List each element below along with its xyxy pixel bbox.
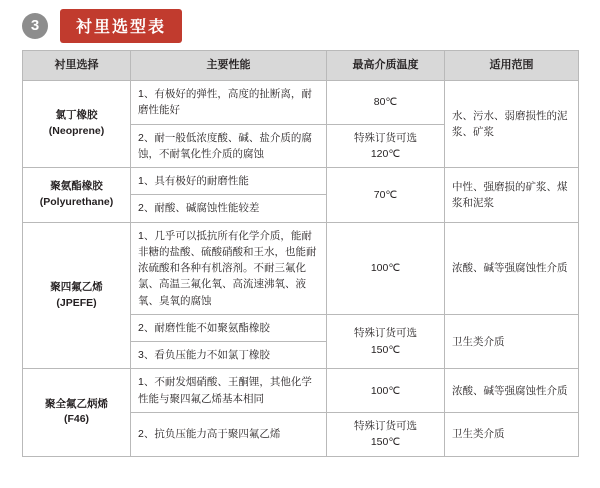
cell-max-temperature xyxy=(327,314,445,369)
temperature-line: 70℃ xyxy=(373,188,398,201)
temperature-line: 特殊订货可选 xyxy=(354,131,417,144)
table-row xyxy=(23,369,579,413)
cell-max-temperature xyxy=(327,81,445,125)
temperature-line: 特殊订货可选 xyxy=(354,327,417,340)
page-title: 衬里选型表 xyxy=(60,9,182,43)
cell-application-scope: 中性、强磨损的矿浆、煤浆和泥浆 xyxy=(445,168,579,223)
lining-material-line: (F46) xyxy=(63,413,90,426)
temperature-line: 100℃ xyxy=(370,262,401,275)
cell-max-temperature xyxy=(327,222,445,314)
step-number-badge: 3 xyxy=(22,13,48,39)
lining-material-line: (Polyurethane) xyxy=(39,195,114,208)
lining-material-line: (JPEFE) xyxy=(56,296,97,309)
cell-max-temperature xyxy=(327,168,445,223)
column-header-performance: 主要性能 xyxy=(131,51,327,81)
cell-application-scope: 水、污水、弱磨损性的泥浆、矿浆 xyxy=(445,81,579,168)
lining-selection-table xyxy=(22,50,579,457)
cell-application-scope: 卫生类介质 xyxy=(445,314,579,369)
lining-selection-table-wrapper xyxy=(0,42,600,457)
cell-performance: 2、耐酸、碱腐蚀性能较差 xyxy=(131,195,327,222)
temperature-line: 150℃ xyxy=(370,436,401,449)
lining-material-line: 聚氨酯橡胶 xyxy=(50,180,103,193)
cell-performance: 1、具有极好的耐磨性能 xyxy=(131,168,327,195)
cell-max-temperature xyxy=(327,369,445,413)
column-header-scope: 适用范围 xyxy=(445,51,579,81)
cell-performance: 1、几乎可以抵抗所有化学介质，能耐非糖的盐酸、硫酸硝酸和王水，也能耐浓硫酸和各种有机溶剂。不耐三氟化氯、高温三氟化氧、高流速沸氧、液氧、臭氧的腐蚀 xyxy=(131,222,327,314)
cell-max-temperature xyxy=(327,412,445,456)
table-row xyxy=(23,168,579,195)
cell-performance: 1、有极好的弹性，高度的扯断离，耐磨性能好 xyxy=(131,81,327,125)
table-row xyxy=(23,81,579,125)
temperature-line: 80℃ xyxy=(373,96,398,109)
cell-max-temperature xyxy=(327,124,445,168)
cell-lining-material xyxy=(23,81,131,168)
column-header-lining: 衬里选择 xyxy=(23,51,131,81)
cell-performance: 2、抗负压能力高于聚四氟乙烯 xyxy=(131,412,327,456)
cell-performance: 2、耐一般低浓度酸、碱、盐介质的腐蚀，不耐氧化性介质的腐蚀 xyxy=(131,124,327,168)
cell-application-scope: 浓酸、碱等强腐蚀性介质 xyxy=(445,369,579,413)
column-header-max-temperature: 最高介质温度 xyxy=(327,51,445,81)
cell-lining-material xyxy=(23,222,131,369)
cell-performance: 1、不耐发烟硝酸、王酮锂，其他化学性能与聚四氟乙烯基本相同 xyxy=(131,369,327,413)
temperature-line: 特殊订货可选 xyxy=(354,419,417,432)
cell-performance: 3、看负压能力不如氯丁橡胶 xyxy=(131,342,327,369)
section-header xyxy=(0,0,600,42)
temperature-line: 100℃ xyxy=(370,384,401,397)
temperature-line: 150℃ xyxy=(370,343,401,356)
cell-performance: 2、耐磨性能不如聚氨酯橡胶 xyxy=(131,314,327,341)
cell-lining-material xyxy=(23,369,131,456)
cell-application-scope: 卫生类介质 xyxy=(445,412,579,456)
lining-material-line: 聚全氟乙炳烯 xyxy=(45,397,108,410)
cell-application-scope: 浓酸、碱等强腐蚀性介质 xyxy=(445,222,579,314)
temperature-line: 120℃ xyxy=(370,147,401,160)
table-row xyxy=(23,222,579,314)
lining-material-line: 氯丁橡胶 xyxy=(55,109,98,122)
lining-material-line: 聚四氟乙烯 xyxy=(50,280,103,293)
lining-material-line: (Neoprene) xyxy=(48,125,105,138)
cell-lining-material xyxy=(23,168,131,223)
table-header-row xyxy=(23,51,579,81)
table-body xyxy=(23,81,579,457)
table-header xyxy=(23,51,579,81)
